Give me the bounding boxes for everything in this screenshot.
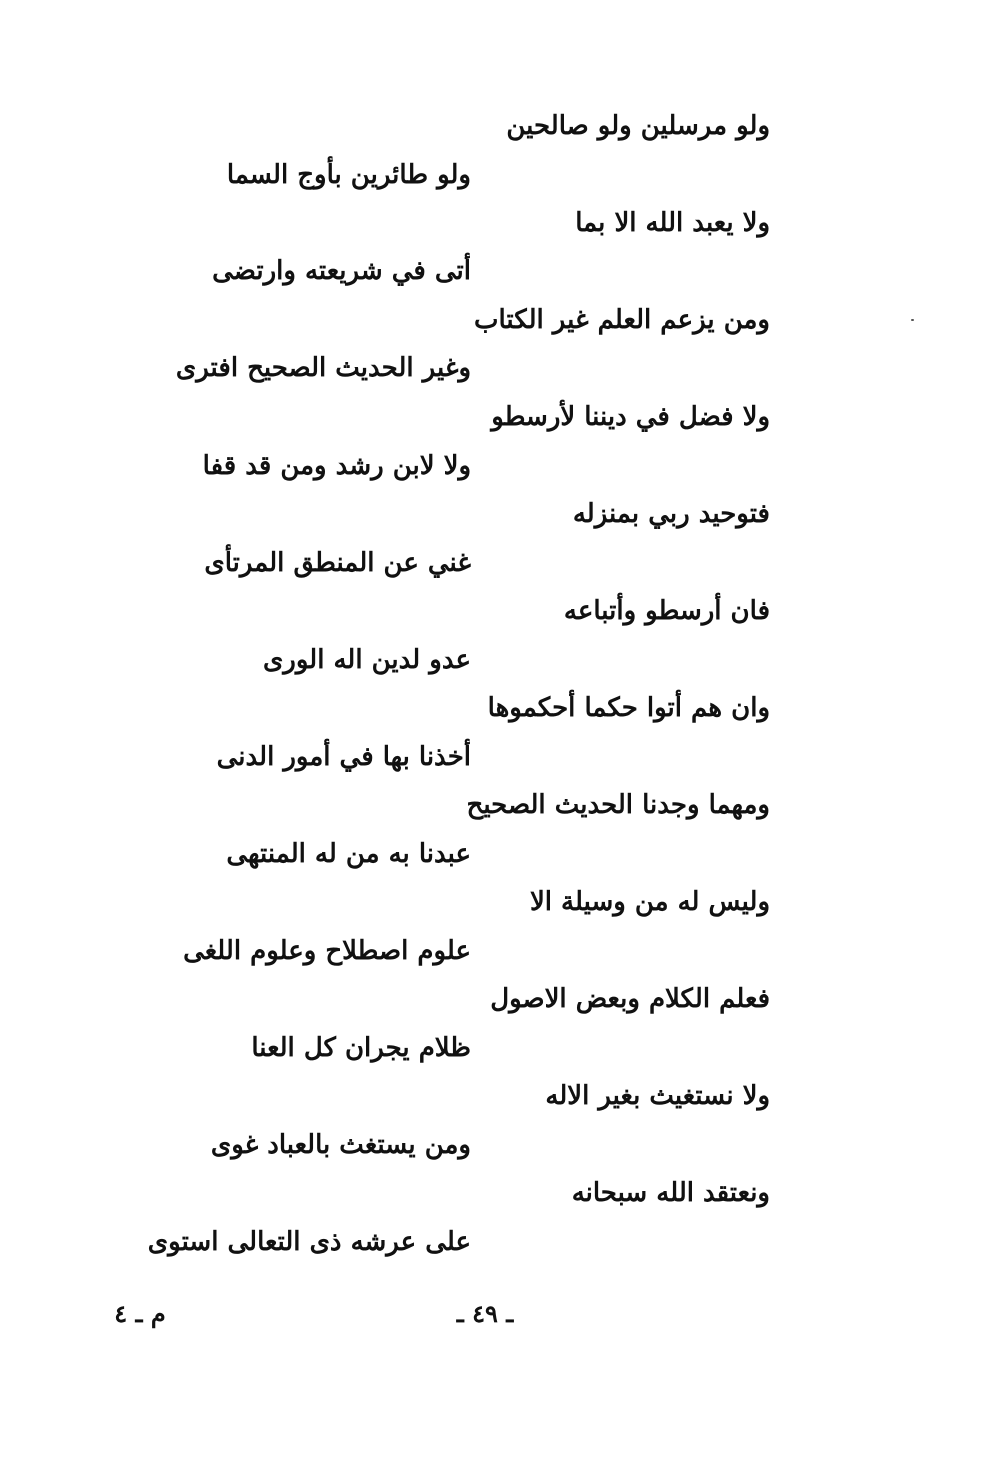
verse-line: ولا يعبد الله الا بما (575, 208, 770, 238)
verse-line: علوم اصطلاح وعلوم اللغى (183, 936, 471, 966)
verse-line: غني عن المنطق المرتأى (204, 548, 471, 578)
verse-line: فان أرسطو وأتباعه (563, 596, 770, 626)
verse-line: ومن يستغث بالعباد غوى (210, 1130, 471, 1160)
verse-line: وليس له من وسيلة الا (529, 887, 770, 917)
verse-line: أخذنا بها في أمور الدنى (216, 742, 471, 772)
verse-line: ونعتقد الله سبحانه (571, 1178, 770, 1208)
verse-line: ولو مرسلين ولو صالحين (506, 111, 770, 141)
signature-mark: م ـ ٤ (114, 1299, 166, 1328)
verse-line: وان هم أتوا حكما أحكموها (487, 693, 770, 723)
scan-speck (911, 319, 914, 321)
verse-line: ولا فضل في ديننا لأرسطو (491, 402, 770, 432)
verse-line: فعلم الكلام وبعض الاصول (490, 984, 770, 1014)
verse-line: عدو لدين اله الورى (262, 645, 471, 675)
verse-line: ولو طائرين بأوج السما (226, 160, 471, 190)
verse-line: ولا لابن رشد ومن قد قفا (202, 451, 471, 481)
verse-line: ومهما وجدنا الحديث الصحيح (466, 790, 770, 820)
verse-line: وغير الحديث الصحيح افترى (175, 353, 471, 383)
verse-line: ومن يزعم العلم غير الكتاب (473, 305, 770, 335)
verse-line: فتوحيد ربي بمنزله (572, 499, 770, 529)
verse-line: ولا نستغيث بغير الاله (545, 1081, 770, 1111)
verse-line: ظلام يجران كل العنا (251, 1033, 471, 1063)
verse-line: عبدنا به من له المنتهى (226, 839, 471, 869)
verse-line: على عرشه ذى التعالى استوى (147, 1227, 471, 1257)
verse-line: أتى في شريعته وارتضى (212, 256, 471, 286)
page-number: ـ ٤٩ ـ (456, 1299, 514, 1328)
